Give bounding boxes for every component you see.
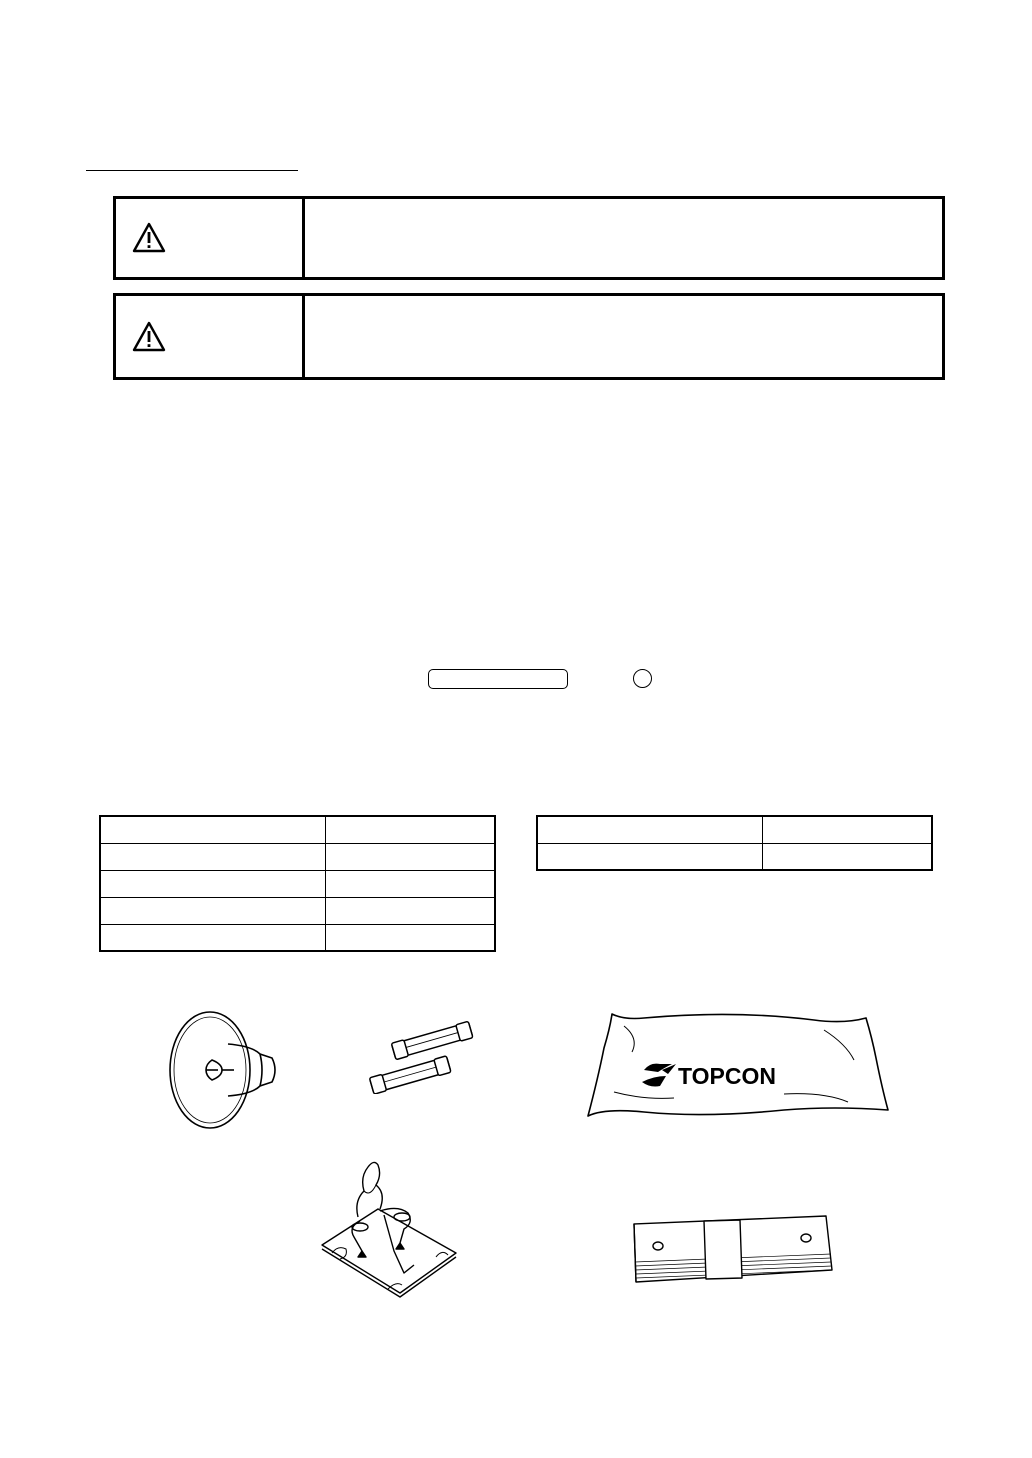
warning-text (305, 296, 942, 377)
table-cell (100, 897, 326, 924)
table-cell (100, 870, 326, 897)
table-row (100, 816, 495, 843)
warning-label-cell (116, 199, 305, 277)
warning-triangle-icon (132, 321, 166, 353)
warning-label-cell (116, 296, 305, 377)
warning-box-1 (113, 196, 945, 280)
table-row (537, 816, 932, 843)
table-row (100, 897, 495, 924)
circle-mark (633, 669, 652, 688)
table-cell (326, 924, 495, 951)
parts-table-left (99, 815, 496, 952)
chinrest-paper-illustration (628, 1212, 834, 1286)
warning-text (305, 199, 942, 277)
topcon-logo-icon (642, 1063, 776, 1089)
fuses-illustration (352, 1012, 482, 1094)
table-cell (100, 816, 326, 843)
warning-box-2 (113, 293, 945, 380)
table-cell (537, 816, 763, 843)
lamp-bulb-illustration (160, 1008, 285, 1133)
warning-triangle-icon (132, 222, 166, 254)
section-heading-rule (86, 170, 298, 171)
table-row (100, 870, 495, 897)
table-cell (100, 843, 326, 870)
dust-cover-illustration (584, 1008, 894, 1123)
key-button-graphic (428, 669, 568, 689)
table-row (537, 843, 932, 870)
table-row (100, 843, 495, 870)
table-cell (326, 870, 495, 897)
chinrest-pins-illustration (318, 1157, 470, 1307)
table-cell (763, 843, 932, 870)
table-cell (537, 843, 763, 870)
table-cell (326, 816, 495, 843)
parts-table-right (536, 815, 933, 871)
table-cell (763, 816, 932, 843)
table-row (100, 924, 495, 951)
dust-cover-brand: TOPCON (678, 1063, 776, 1089)
table-cell (326, 843, 495, 870)
table-cell (100, 924, 326, 951)
table-cell (326, 897, 495, 924)
